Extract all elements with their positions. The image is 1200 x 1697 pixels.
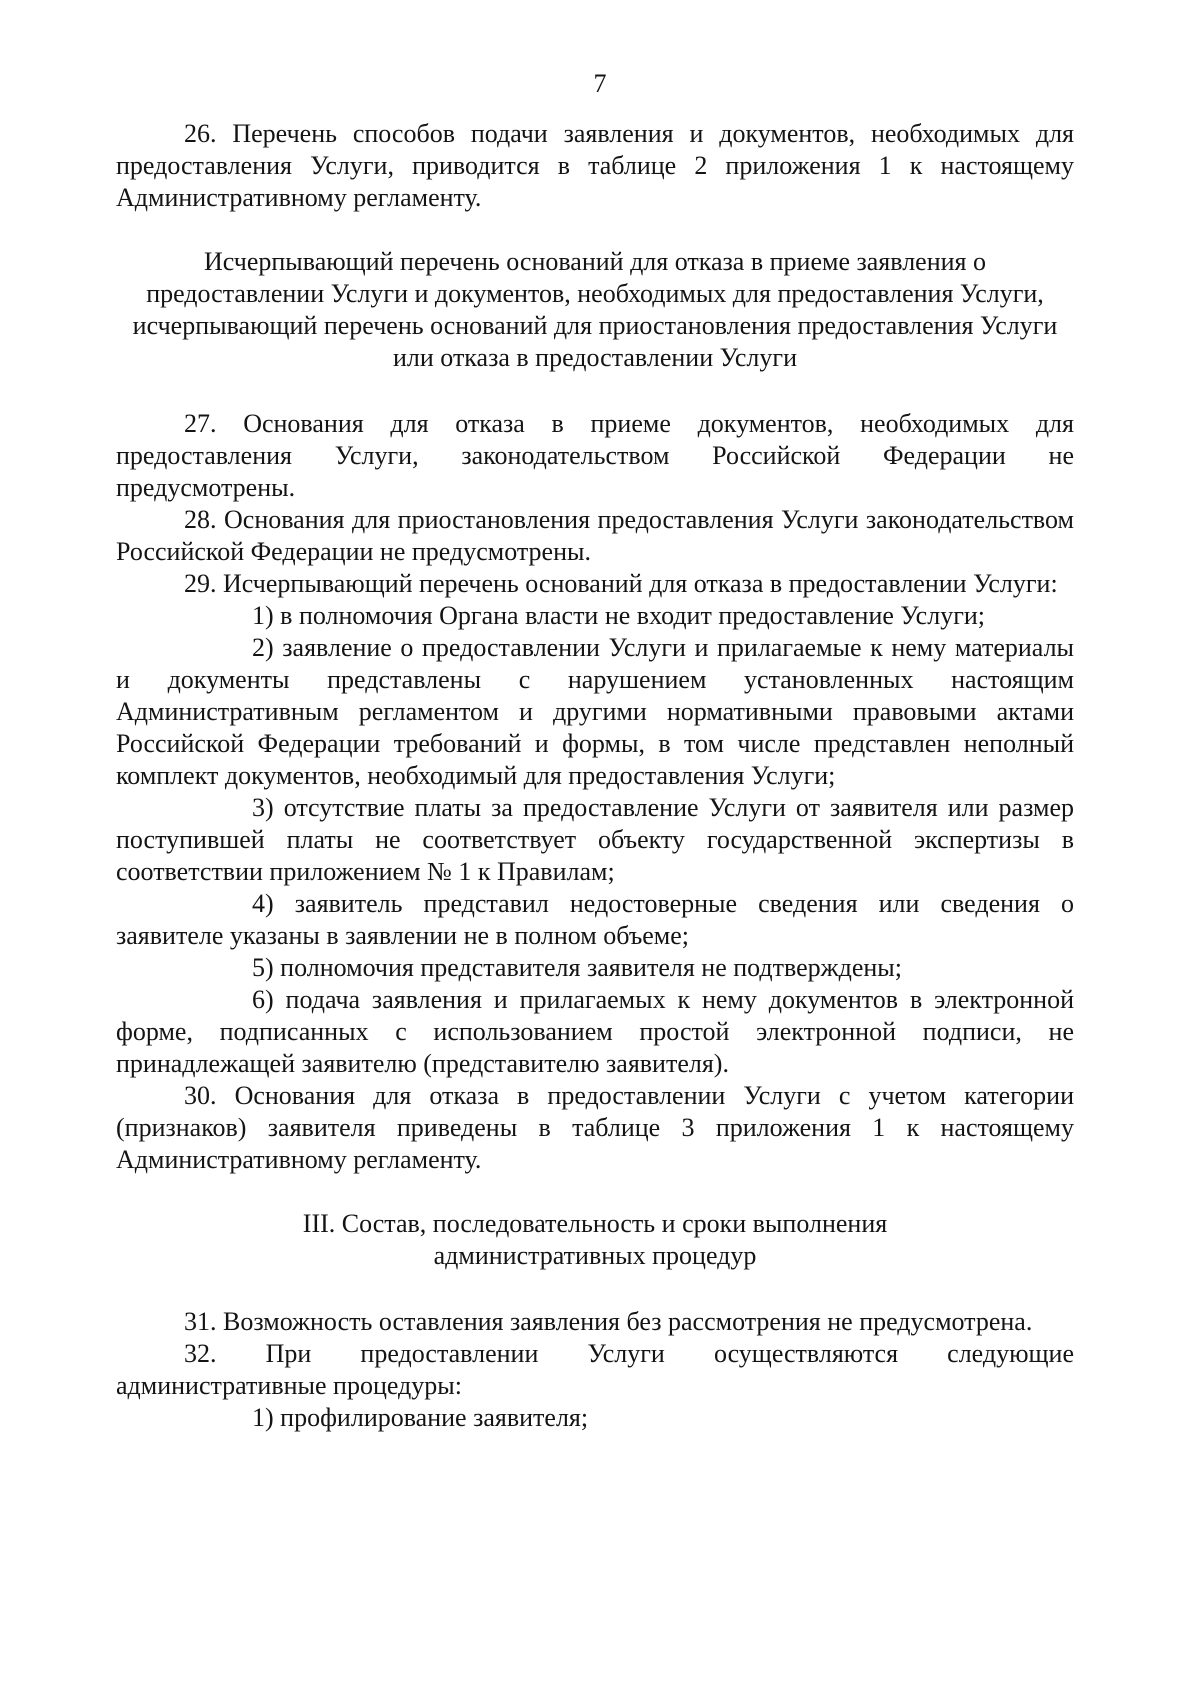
list-item-text: заявитель представил недостоверные сведения или сведения о заявителе указаны в заявлении не в полном объеме; bbox=[116, 889, 1075, 950]
list-item-number: 3) bbox=[252, 793, 274, 822]
list-item bbox=[116, 952, 1074, 984]
list-item-number: 1) bbox=[252, 601, 274, 630]
paragraph-31: 31. Возможность оставления заявления без рассмотрения не предусмотрена. bbox=[184, 1307, 1033, 1336]
paragraph-28: 28. Основания для приостановления предоставления Услуги законодательством Российской Федерации не предусмотрены. bbox=[116, 505, 1074, 566]
list-item bbox=[116, 792, 1074, 888]
list-item-number: 2) bbox=[252, 633, 274, 662]
heading-line: III. Состав, последовательность и сроки выполнения bbox=[302, 1209, 888, 1238]
heading-line: исчерпывающий перечень оснований для приостановления предоставления Услуги bbox=[132, 311, 1058, 340]
list-item-text: полномочия представителя заявителя не подтверждены; bbox=[280, 953, 903, 982]
heading-line: предоставлении Услуги и документов, необходимых для предоставления Услуги, bbox=[146, 279, 1044, 308]
list-item-number: 4) bbox=[252, 889, 274, 918]
paragraph-26: 26. Перечень способов подачи заявления и документов, необходимых для предоставления Услуги, приводится в таблице 2 приложения 1 к настоящему Административному регламенту. bbox=[116, 119, 1074, 212]
heading-line: административных процедур bbox=[433, 1241, 757, 1270]
paragraph-30: 30. Основания для отказа в предоставлении Услуги с учетом категории (признаков) заявителя приведены в таблице 3 приложения 1 к настоящему Административному регламенту. bbox=[116, 1081, 1074, 1174]
list-item bbox=[116, 1402, 1074, 1434]
list-item-text: подача заявления и прилагаемых к нему документов в электронной форме, подписанных с использованием простой электронной подписи, не принадлежащей заявителю (представителю заявителя). bbox=[116, 985, 1074, 1078]
list-item-text: профилирование заявителя; bbox=[280, 1403, 589, 1432]
heading-line: или отказа в предоставлении Услуги bbox=[392, 343, 797, 372]
heading-section-3 bbox=[106, 1208, 1084, 1272]
page-number: 7 bbox=[593, 69, 607, 98]
list-item-text: в полномочия Органа власти не входит предоставление Услуги; bbox=[280, 601, 986, 630]
list-item bbox=[116, 888, 1074, 952]
list-item-number: 1) bbox=[252, 1403, 274, 1432]
paragraph-32: 32. При предоставлении Услуги осуществляются следующие административные процедуры: bbox=[116, 1339, 1074, 1400]
document-body bbox=[116, 118, 1074, 1434]
list-item-number: 6) bbox=[252, 985, 274, 1014]
paragraph-27: 27. Основания для отказа в приеме документов, необходимых для предоставления Услуги, законодательством Российской Федерации не предусмотрены. bbox=[116, 409, 1074, 502]
list-item bbox=[116, 632, 1074, 792]
heading-refusal-grounds bbox=[106, 246, 1084, 374]
list-item-text: отсутствие платы за предоставление Услуги от заявителя или размер поступившей платы не соответствует объекту государственной экспертизы в соответствии приложением № 1 к Правилам; bbox=[116, 793, 1074, 886]
paragraph-29: 29. Исчерпывающий перечень оснований для отказа в предоставлении Услуги: bbox=[184, 569, 1058, 598]
heading-line: Исчерпывающий перечень оснований для отказа в приеме заявления о bbox=[203, 247, 986, 276]
list-item-text: заявление о предоставлении Услуги и прилагаемые к нему материалы и документы представлены с нарушением установленных настоящим Административным регламентом и другими нормативными правовыми актами Российской Федерации требований и формы, в том числе представлен неполный комплект документов, необходимый для предоставления Услуги; bbox=[116, 633, 1075, 790]
list-item bbox=[116, 984, 1074, 1080]
list-item-number: 5) bbox=[252, 953, 274, 982]
list-item bbox=[116, 600, 1074, 632]
